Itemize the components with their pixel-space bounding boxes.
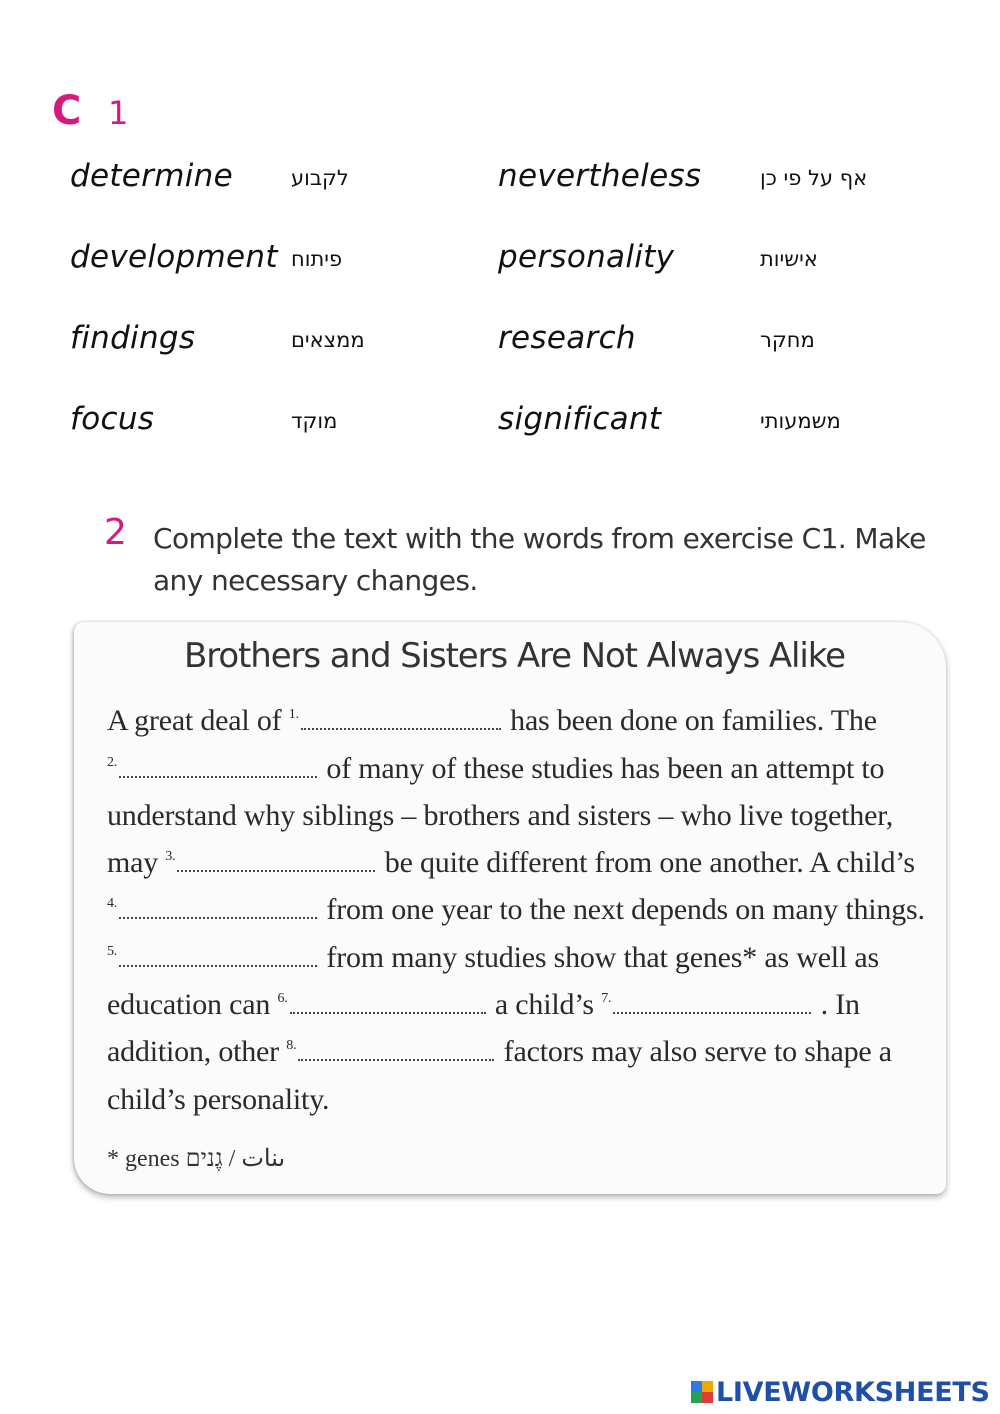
vocab-word: determine <box>70 158 233 194</box>
logo-square <box>691 1381 702 1392</box>
section-letter: C <box>52 88 82 134</box>
exercise-2-number: 2 <box>104 512 127 553</box>
text-segment: of many of these studies has been an attempt to <box>319 752 885 785</box>
answer-blank-4[interactable] <box>119 895 317 919</box>
vocab-translation: אף על פי כן <box>760 166 868 190</box>
liveworksheets-brand[interactable] <box>691 1372 990 1412</box>
vocab-translation: מוקד <box>291 409 338 433</box>
text-segment: may <box>107 846 166 879</box>
answer-blank-2[interactable] <box>119 754 317 778</box>
vocab-translation: מחקר <box>760 328 815 352</box>
text-segment: education can <box>107 988 278 1021</box>
brand-name: LIVEWORKSHEETS <box>716 1376 990 1408</box>
text-line <box>107 893 925 933</box>
text-segment: a child’s <box>487 988 602 1021</box>
text-segment: from many studies show that genes* as well as <box>319 941 879 974</box>
answer-blank-8[interactable] <box>298 1037 494 1061</box>
answer-blank-5[interactable] <box>119 943 317 967</box>
text-line <box>107 799 893 839</box>
blank-number: 5. <box>107 944 118 959</box>
text-segment: understand why siblings – brothers and sisters – who live together, <box>107 799 894 832</box>
text-line <box>107 1035 892 1075</box>
logo-square <box>702 1381 713 1392</box>
vocab-word: focus <box>70 401 155 437</box>
blank-number: 8. <box>286 1038 297 1053</box>
blank-number: 3. <box>165 849 176 864</box>
blank-number: 2. <box>107 755 118 770</box>
text-line <box>107 752 884 792</box>
text-segment: from one year to the next depends on many things. <box>319 893 925 926</box>
blank-number: 7. <box>601 991 612 1006</box>
text-segment: . In <box>813 988 860 1021</box>
vocab-translation: אישיות <box>760 247 818 271</box>
card-title: Brothers and Sisters Are Not Always Alike <box>184 636 845 676</box>
vocab-word: development <box>70 239 278 275</box>
logo-square <box>702 1392 713 1403</box>
text-segment: child’s personality. <box>107 1083 330 1116</box>
text-segment: addition, other <box>107 1035 287 1068</box>
vocab-translation: ממצאים <box>291 328 365 352</box>
text-line <box>107 704 877 744</box>
text-segment: has been done on families. The <box>502 704 877 737</box>
blank-number: 4. <box>107 896 118 911</box>
text-line <box>107 941 879 981</box>
text-segment: be quite different from one another. A child’s <box>377 846 915 879</box>
liveworksheets-logo-icon <box>691 1381 713 1403</box>
exercise-2-instruction: Complete the text with the words from exercise C1. Make any necessary changes. <box>153 522 926 597</box>
blank-number: 6. <box>277 991 288 1006</box>
vocab-translation: לקבוע <box>291 166 349 190</box>
exercise-1-number: 1 <box>108 94 129 132</box>
answer-blank-1[interactable] <box>301 706 501 730</box>
text-line <box>107 1083 329 1123</box>
footnote: * genes ىنات / גֶנים <box>107 1146 286 1172</box>
text-segment: factors may also serve to shape a <box>496 1035 892 1068</box>
vocab-word: findings <box>70 320 196 356</box>
answer-blank-6[interactable] <box>290 990 486 1014</box>
text-line <box>107 988 860 1028</box>
vocab-word: personality <box>498 239 675 275</box>
blank-number: 1. <box>288 707 299 722</box>
text-segment: A great deal of <box>107 704 289 737</box>
vocab-word: nevertheless <box>498 158 702 194</box>
vocab-word: significant <box>498 401 662 437</box>
vocab-translation: משמעותי <box>760 409 841 433</box>
answer-blank-7[interactable] <box>613 990 811 1014</box>
text-line <box>107 846 915 886</box>
logo-square <box>691 1392 702 1403</box>
vocab-word: research <box>498 320 636 356</box>
vocab-translation: פיתוח <box>291 247 343 271</box>
answer-blank-3[interactable] <box>177 848 375 872</box>
